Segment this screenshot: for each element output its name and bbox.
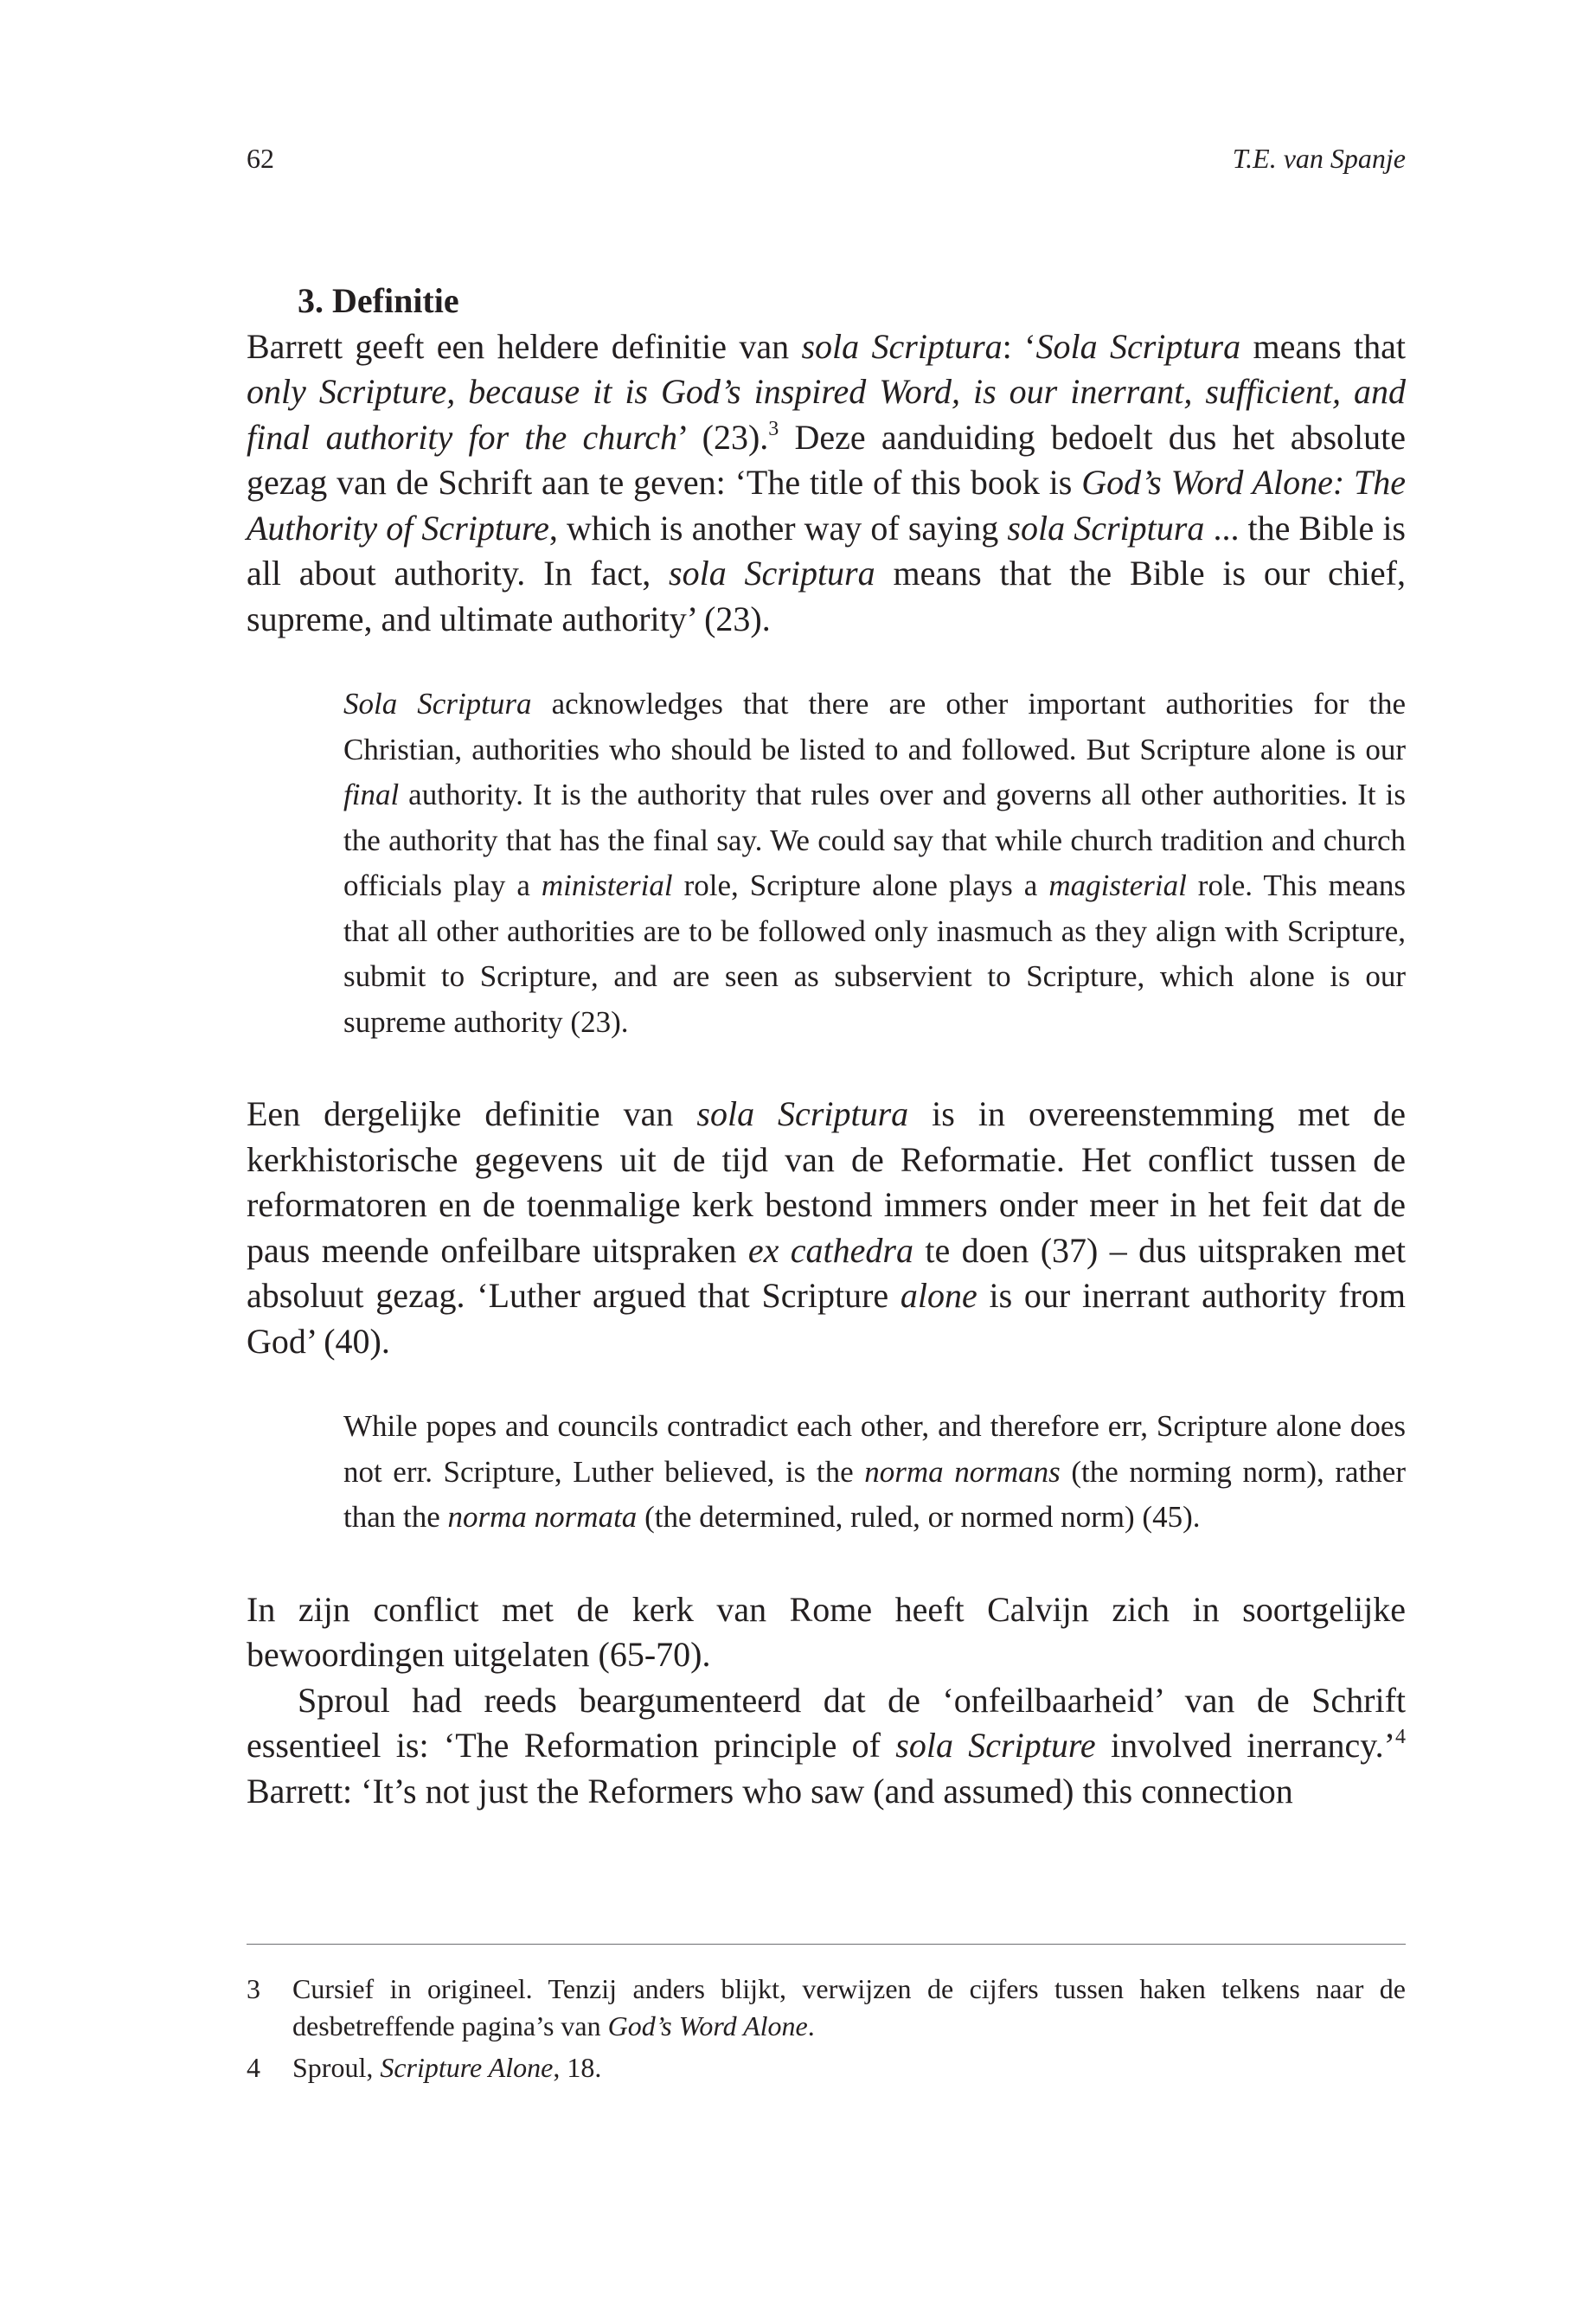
footnote-3	[247, 1971, 1406, 2044]
block-quote-1	[343, 682, 1406, 1045]
italic-run: God’s Word Alone: The Authority of Scripture	[247, 463, 1407, 548]
paragraph-definition	[247, 324, 1406, 643]
text-run: , 18.	[553, 2052, 602, 2083]
italic-run: Scripture Alone	[380, 2052, 554, 2083]
body-text	[247, 279, 1406, 1814]
footnotes	[247, 1944, 1406, 2092]
italic-run: sola Scriptura	[669, 554, 875, 593]
block-quote-text	[343, 1404, 1406, 1541]
block-quote-2	[343, 1404, 1406, 1541]
paragraph-calvin	[247, 1587, 1406, 1678]
footnote-ref-4[interactable]: 4	[1395, 1726, 1407, 1748]
section-heading: 3. Definitie	[298, 281, 459, 320]
text-run: (the norming norm), rather than the	[343, 1454, 1406, 1534]
italic-run: Sola Scriptura	[1035, 326, 1241, 366]
text-run: , which is another way of saying	[548, 508, 1008, 548]
text-run: While popes and councils contradict each other, and therefore err, Scripture alone does not err. Scripture, Luther believed, is the	[343, 1409, 1406, 1489]
text-run: role, Scripture alone plays a	[672, 868, 1049, 902]
italic-run: alone	[900, 1276, 977, 1315]
text-run: ’ (23).	[677, 417, 769, 457]
italic-run: sola Scriptura	[801, 326, 1003, 366]
text-run: means that the Bible is our chief, supreme, and ultimate authority’ (23).	[247, 554, 1406, 638]
text-run: ... the Bible is all about authority. In fact,	[247, 508, 1406, 593]
italic-run: Sola Scriptura	[343, 687, 532, 721]
italic-run: sola Scriptura	[1007, 508, 1205, 548]
italic-run: only Scripture, because it is God’s inspired Word, is our inerrant, sufficient, and final authority for the church	[247, 372, 1406, 457]
text-run: Een dergelijke definitie van	[247, 1094, 697, 1133]
italic-run: ministerial	[541, 868, 673, 902]
text-run: acknowledges that there are other important authorities for the Christian, authorities who should be listed to and followed. But Scripture alone is our	[343, 687, 1406, 766]
text-run: Deze aanduiding bedoelt dus het absolute gezag van de Schrift aan te geven: ‘The title of this book is	[247, 417, 1406, 502]
text-run: means that	[1240, 326, 1406, 366]
text-run: Barrett: ‘It’s not just the Reformers who saw (and assumed) this connection	[247, 1771, 1293, 1811]
text-run: is our inerrant authority from God’ (40).	[247, 1276, 1406, 1361]
italic-run: ex cathedra	[747, 1230, 913, 1270]
footnote-4	[247, 2049, 1406, 2086]
italic-run: magisterial	[1048, 868, 1187, 902]
text-run: .	[807, 2009, 815, 2041]
italic-run: sola Scripture	[895, 1726, 1096, 1765]
text-run: is in overeenstemming met de kerkhistorische gegevens uit de tijd van de Reformatie. Het conflict tussen de reformatoren en de toenmalige kerk bestond immers onder meer in het feit dat de paus meende onfeilbare uitspraken	[247, 1094, 1407, 1270]
text-run: authority. It is the authority that rules over and governs all other authorities. It is the authority that has the final say. We could say that while church tradition and church officials play a	[343, 778, 1406, 902]
text-run: Barrett geeft een heldere definitie van	[247, 326, 802, 366]
italic-run: God’s Word Alone	[607, 2009, 808, 2041]
text-run: role. This means that all other authorities are to be followed only inasmuch as they align with Scripture, submit to Scripture, and are seen as subservient to Scripture, which alone is our supreme authority (23).	[343, 868, 1407, 1039]
footnote-ref-3[interactable]: 3	[768, 417, 779, 440]
running-head-author: T.E. van Spanje	[1232, 143, 1406, 174]
italic-run: norma normans	[864, 1454, 1061, 1489]
text-run: (the determined, ruled, or normed norm) (45).	[637, 1500, 1201, 1534]
italic-run: norma normata	[447, 1500, 638, 1534]
italic-run: sola Scriptura	[696, 1094, 909, 1133]
paragraph-sproul	[247, 1678, 1406, 1815]
paragraph-reformation	[247, 1092, 1406, 1364]
page-number: 62	[247, 143, 274, 174]
footnote-number: 3	[247, 1973, 260, 2004]
text-run: Cursief in origineel. Tenzij anders blijkt, verwijzen de cijfers tussen haken telkens naar de desbetreffende pagina’s van	[292, 1973, 1406, 2041]
running-head	[247, 137, 1406, 180]
text-run: Sproul had reeds beargumenteerd dat de ‘onfeilbaarheid’ van de Schrift essentieel is: ‘The Reformation principle of	[247, 1680, 1406, 1765]
italic-run: final	[343, 778, 400, 811]
text-run: In zijn conflict met de kerk van Rome heeft Calvijn zich in soortgelijke bewoordingen uitgelaten (65-70).	[247, 1589, 1406, 1674]
text-run: : ‘	[1002, 326, 1036, 366]
block-quote-text	[343, 682, 1406, 1045]
text-run: te doen (37) – dus uitspraken met absoluut gezag. ‘Luther argued that Scripture	[247, 1230, 1406, 1315]
text-run: Sproul,	[292, 2052, 381, 2083]
text-run: involved inerrancy.’	[1095, 1726, 1396, 1765]
footnote-number: 4	[247, 2052, 260, 2083]
